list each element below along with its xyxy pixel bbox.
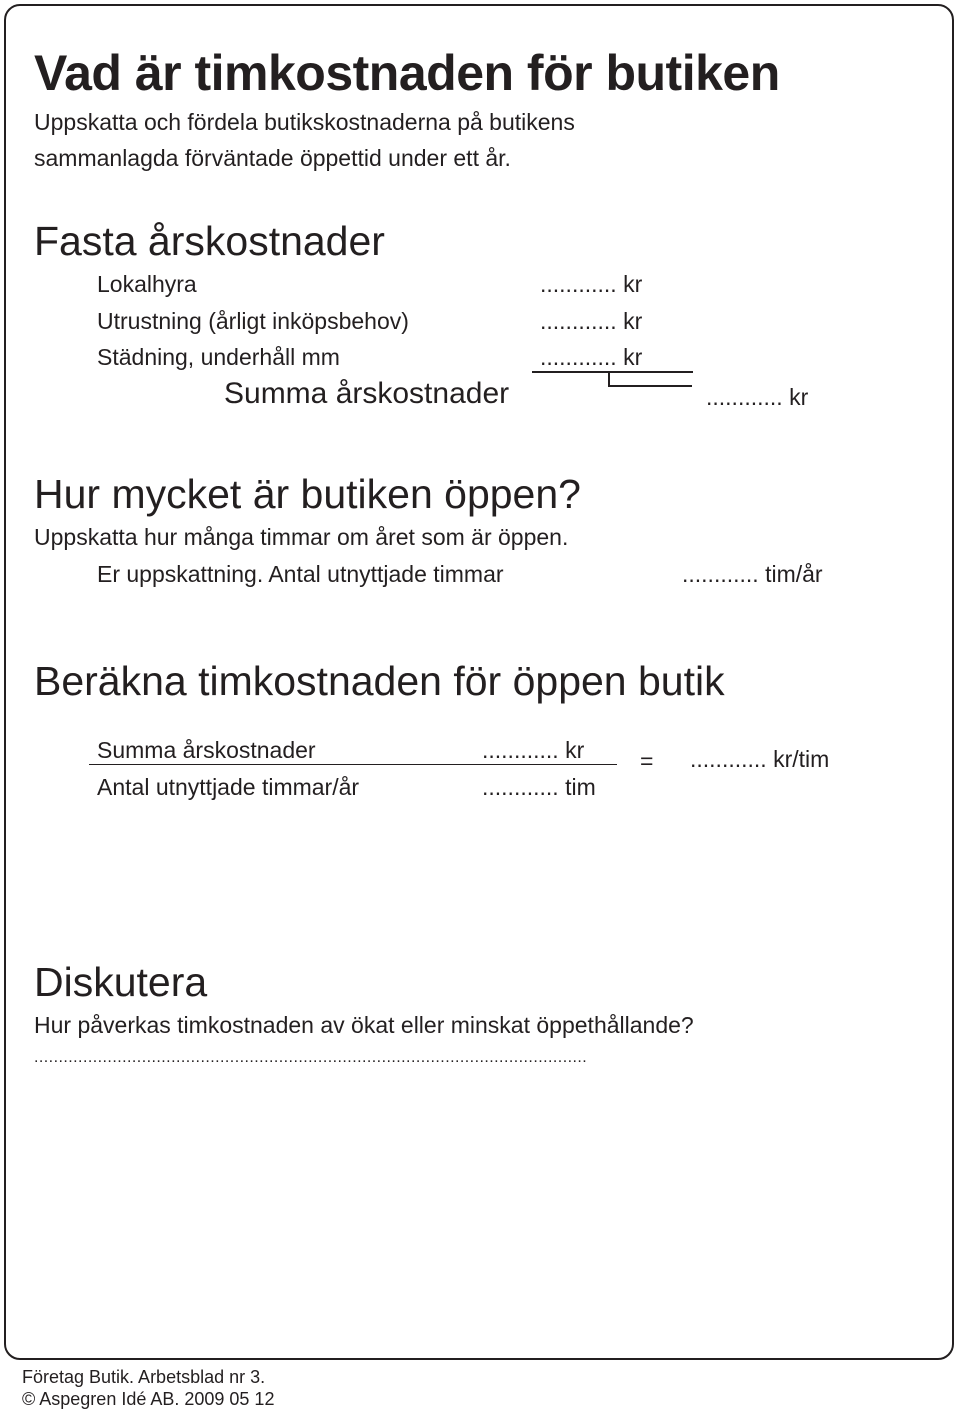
sum-label: Summa årskostnader [224, 377, 510, 410]
discuss-question: Hur påverkas timkostnaden av ökat eller minskat öppethållande? [34, 1012, 694, 1038]
cost-item-value[interactable]: ............ kr [540, 271, 643, 297]
hours-label: Er uppskattning. Antal utnyttjade timmar [97, 561, 504, 587]
intro-line-1: Uppskatta och fördela butikskostnaderna på butikens [34, 109, 575, 135]
sum-value[interactable]: ............ kr [706, 384, 809, 410]
result-value[interactable]: ............ kr/tim [690, 746, 830, 772]
cost-item-value[interactable]: ............ kr [540, 308, 643, 334]
fraction-line [89, 764, 617, 765]
sum-underline [532, 371, 693, 373]
calc-heading: Beräkna timkostnaden för öppen butik [34, 658, 725, 704]
discuss-heading: Diskutera [34, 959, 208, 1005]
cost-item-label: Lokalhyra [97, 271, 197, 297]
page-title: Vad är timkostnaden för butiken [34, 45, 780, 101]
fixed-costs-heading: Fasta årskostnader [34, 218, 385, 264]
cost-item-label: Städning, underhåll mm [97, 344, 340, 370]
discuss-answer-line[interactable]: ................................................................................................................. [34, 1049, 588, 1066]
denominator-label: Antal utnyttjade timmar/år [97, 774, 360, 800]
numerator-label: Summa årskostnader [97, 737, 316, 763]
cost-item-label: Utrustning (årligt inköpsbehov) [97, 308, 409, 334]
denominator-value[interactable]: ............ tim [482, 774, 596, 800]
equals-sign: = [640, 748, 654, 774]
hours-instruction: Uppskatta hur många timmar om året som är öppen. [34, 524, 569, 550]
sum-bracket [608, 385, 692, 387]
hours-value[interactable]: ............ tim/år [682, 561, 823, 587]
intro-line-2: sammanlagda förväntade öppettid under ett år. [34, 145, 511, 171]
cost-item-value[interactable]: ............ kr [540, 344, 643, 370]
footer-line-2: © Aspegren Idé AB. 2009 05 12 [22, 1389, 275, 1409]
hours-heading: Hur mycket är butiken öppen? [34, 471, 581, 517]
numerator-value[interactable]: ............ kr [482, 737, 585, 763]
footer-line-1: Företag Butik. Arbetsblad nr 3. [22, 1367, 266, 1387]
